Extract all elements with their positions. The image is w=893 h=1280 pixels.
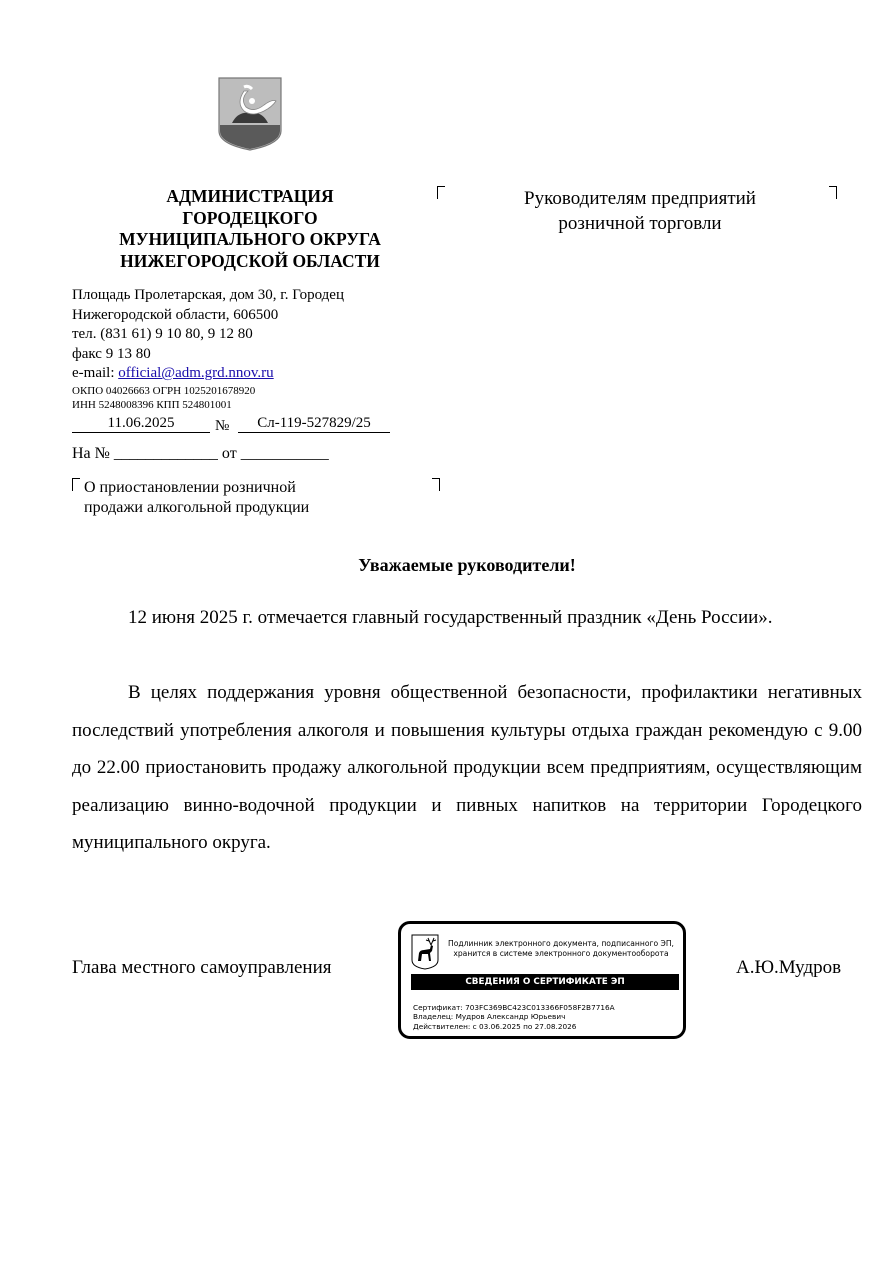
subject — [84, 478, 309, 518]
bracket-right-icon — [829, 186, 837, 199]
inn-kpp-line: ИНН 5248008396 КПП 524801001 — [72, 398, 232, 411]
org-line: ГОРОДЕЦКОГО — [182, 207, 318, 228]
org-line: АДМИНИСТРАЦИЯ — [166, 186, 334, 206]
deer-emblem-icon — [411, 934, 439, 970]
address-line: Нижегородской области, 606500 — [72, 306, 279, 323]
org-line: МУНИЦИПАЛЬНОГО ОКРУГА — [119, 229, 381, 249]
certificate-owner: Владелец: Мудров Александр Юрьевич — [413, 1012, 566, 1022]
org-line: НИЖЕГОРОДСКОЙ ОБЛАСТИ — [120, 250, 380, 271]
registration-date: 11.06.2025 — [72, 415, 210, 433]
bracket-right-icon — [432, 478, 440, 491]
okpo-ogrn-line: ОКПО 04026663 ОГРН 1025201678920 — [72, 384, 256, 397]
coat-of-arms-icon — [218, 77, 282, 151]
signatory-name: А.Ю.Мудров — [736, 957, 842, 978]
registration-number: Сл-119-527829/25 — [238, 415, 390, 433]
certificate-validity: Действителен: с 03.06.2025 по 27.08.2026 — [413, 1021, 577, 1031]
recipient — [455, 186, 825, 236]
email-label: e-mail: — [72, 365, 119, 381]
electronic-signature-stamp — [398, 921, 686, 1039]
stamp-header-line: хранится в системе электронного документооборота — [453, 948, 669, 958]
reference-line: На № _____________ от ___________ — [72, 445, 329, 462]
fax-line: факс 9 13 80 — [72, 345, 151, 362]
address-line: Площадь Пролетарская, дом 30, г. Городец — [72, 287, 344, 303]
body-paragraph: В целях поддержания уровня общественной безопасности, профилактики негативных последствий употребления алкоголя и повышения культуры отдыха граждан рекомендую с 9.00 до 22.00 приостановить продажу алкогольной продукции всем предприятиям, осуществляющим реализацию винно-водочной продукции и пивных напитков на территории Городецкого муниципального округа. — [72, 682, 862, 853]
stamp-title: СВЕДЕНИЯ О СЕРТИФИКАТЕ ЭП — [411, 974, 679, 990]
email-line — [72, 364, 344, 384]
phone-line: тел. (831 61) 9 10 80, 9 12 80 — [72, 326, 253, 342]
certificate-info — [413, 1003, 615, 1031]
subject-line: продажи алкогольной продукции — [84, 499, 310, 516]
recipient-line: розничной торговли — [558, 213, 722, 234]
stamp-header-line: Подлинник электронного документа, подписанного ЭП, — [448, 939, 674, 948]
bracket-left-icon — [72, 478, 80, 491]
recipient-line: Руководителям предприятий — [524, 188, 756, 209]
registration-line — [72, 409, 390, 435]
body-paragraph: 12 июня 2025 г. отмечается главный государственный праздник «День России». — [128, 607, 773, 628]
signatory-position: Глава местного самоуправления — [72, 957, 332, 978]
email-link[interactable]: official@adm.grd.nnov.ru — [118, 365, 274, 381]
salutation: Уважаемые руководители! — [358, 555, 576, 575]
organization-name — [70, 186, 430, 272]
certificate-number: Сертификат: 703FC369BC423C013366F058F2B7716A — [413, 1003, 615, 1012]
contact-details — [72, 286, 344, 412]
stamp-header — [439, 939, 683, 958]
subject-line: О приостановлении розничной — [84, 479, 296, 496]
number-sign: № — [215, 418, 230, 434]
bracket-left-icon — [437, 186, 445, 199]
